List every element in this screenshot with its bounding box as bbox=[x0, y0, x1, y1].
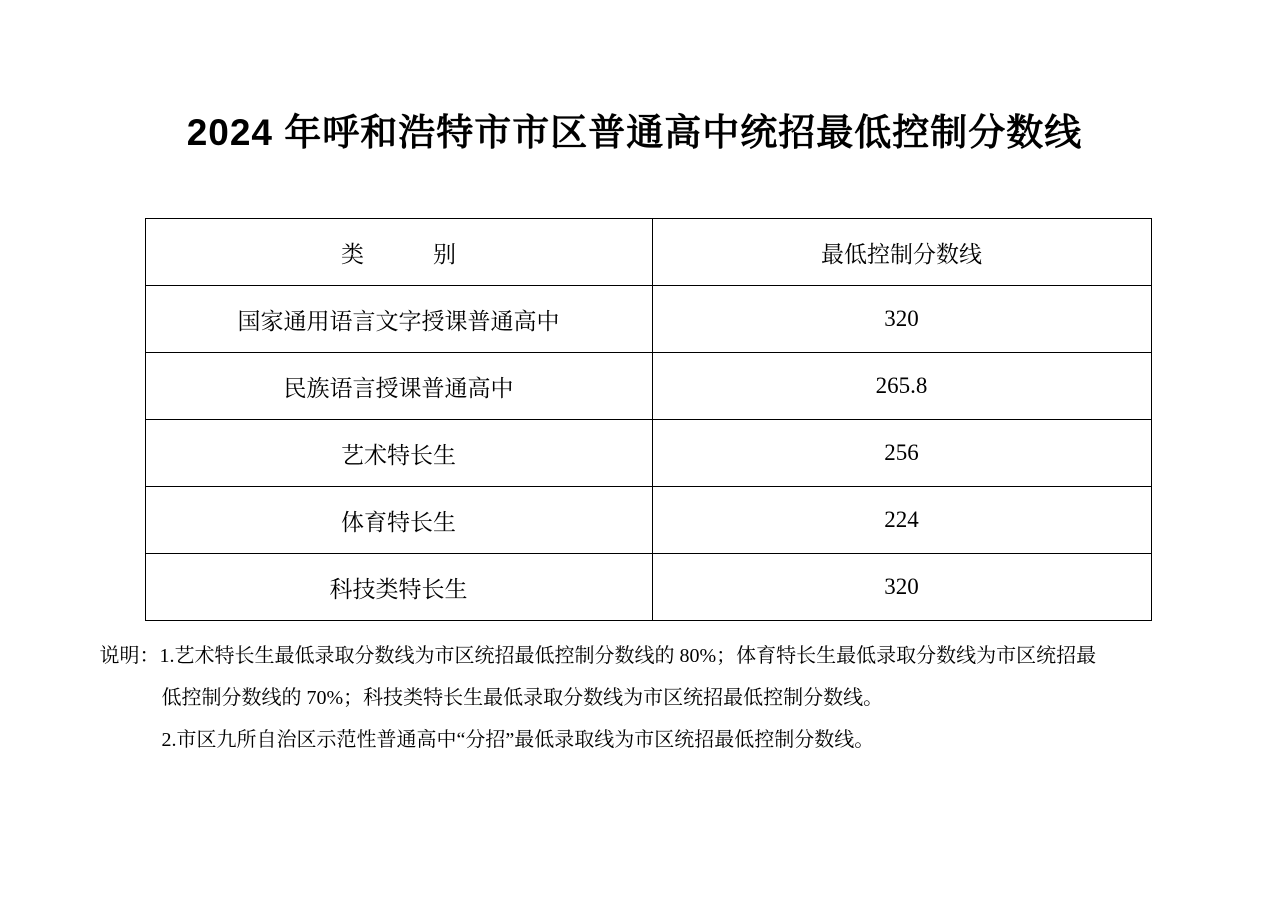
notes-section bbox=[100, 621, 1170, 761]
table-cell-score: 320 bbox=[652, 286, 1151, 353]
table-cell-category: 艺术特长生 bbox=[145, 420, 652, 487]
score-table bbox=[145, 218, 1152, 621]
table-cell-score: 256 bbox=[652, 420, 1151, 487]
table-cell-score: 320 bbox=[652, 554, 1151, 621]
note-line-1: 说明：1.艺术特长生最低录取分数线为市区统招最低控制分数线的 80%；体育特长生最低录取分数线为市区统招最 bbox=[99, 645, 1097, 668]
table-cell-category: 国家通用语言文字授课普通高中 bbox=[145, 286, 652, 353]
table-header-row bbox=[145, 219, 1151, 286]
table-row bbox=[145, 554, 1151, 621]
note-line-2: 低控制分数线的 70%；科技类特长生最低录取分数线为市区统招最低控制分数线。 bbox=[161, 687, 884, 710]
table-cell-category: 科技类特长生 bbox=[145, 554, 652, 621]
table-cell-category: 民族语言授课普通高中 bbox=[145, 353, 652, 420]
score-table-container bbox=[145, 218, 1125, 621]
table-row bbox=[145, 487, 1151, 554]
table-row bbox=[145, 286, 1151, 353]
table-header-score: 最低控制分数线 bbox=[652, 219, 1151, 286]
page-title: 2024 年呼和浩特市市区普通高中统招最低控制分数线 bbox=[186, 112, 1083, 153]
table-header-category: 类 别 bbox=[145, 219, 652, 286]
table-cell-score: 224 bbox=[652, 487, 1151, 554]
note-line-3: 2.市区九所自治区示范性普通高中“分招”最低录取线为市区统招最低控制分数线。 bbox=[161, 729, 875, 752]
table-cell-category: 体育特长生 bbox=[145, 487, 652, 554]
table-cell-score: 265.8 bbox=[652, 353, 1151, 420]
table-row bbox=[145, 353, 1151, 420]
table-row bbox=[145, 420, 1151, 487]
